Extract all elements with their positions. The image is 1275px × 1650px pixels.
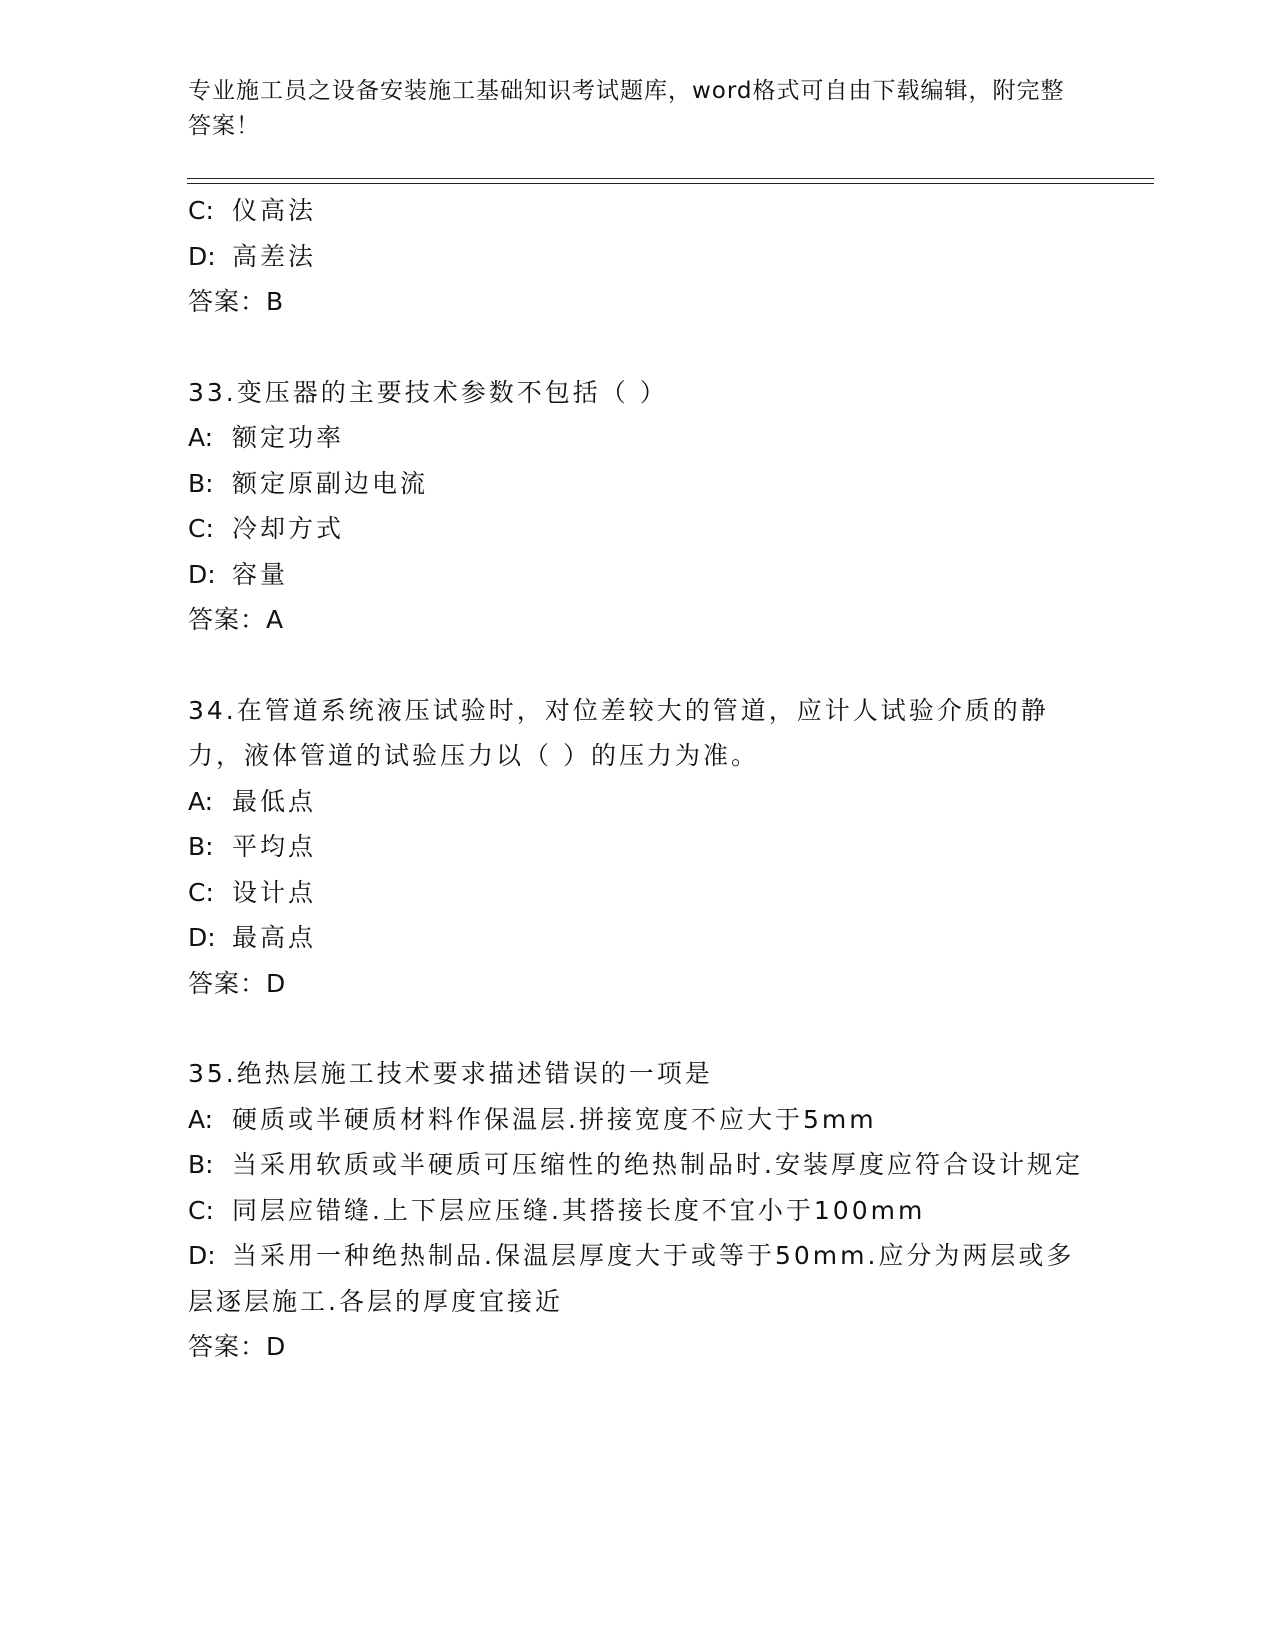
- option-c: [188, 1188, 1088, 1234]
- option-text: 设计点: [232, 877, 317, 907]
- option-a: [188, 1097, 1088, 1143]
- option-text: 硬质或半硬质材料作保温层.拼接宽度不应大于5mm: [232, 1104, 877, 1134]
- option-text: 额定原副边电流: [232, 468, 429, 498]
- option-letter: B:: [188, 1150, 214, 1179]
- question-list: [188, 188, 1088, 1370]
- header-rule-top: [187, 178, 1154, 179]
- option-text: 仪高法: [232, 196, 317, 225]
- option-letter: C:: [188, 196, 214, 225]
- option-a: [188, 779, 1088, 825]
- answer: 答案：D: [188, 968, 287, 998]
- option-letter: C:: [188, 514, 214, 543]
- question-text: 33.变压器的主要技术参数不包括（ ）: [188, 377, 668, 407]
- option-letter: A:: [188, 1104, 214, 1134]
- option-letter: C:: [188, 877, 214, 907]
- option-b: [188, 461, 1088, 507]
- option-letter: B:: [188, 468, 214, 498]
- option-letter: D:: [188, 559, 216, 589]
- question-text: 35.绝热层施工技术要求描述错误的一项是: [188, 1059, 713, 1088]
- option-letter: A:: [188, 786, 214, 816]
- option-b: [188, 824, 1088, 870]
- question-fragment: [188, 188, 1088, 325]
- header-text: 专业施工员之设备安装施工基础知识考试题库，word格式可自由下载编辑，附完整答案！: [188, 78, 1065, 139]
- question-33: [188, 370, 1088, 643]
- option-d: [188, 234, 1088, 280]
- question-34: [188, 688, 1088, 1007]
- option-letter: D:: [188, 241, 216, 271]
- option-text: 最高点: [232, 923, 317, 952]
- option-text: 额定功率: [232, 423, 345, 452]
- option-b: [188, 1142, 1088, 1188]
- option-letter: A:: [188, 423, 214, 452]
- option-text: 同层应错缝.上下层应压缝.其搭接长度不宜小于100mm: [232, 1195, 926, 1225]
- option-c: [188, 506, 1088, 552]
- option-letter: D:: [188, 1241, 216, 1270]
- option-letter: B:: [188, 832, 214, 861]
- option-text: 平均点: [232, 832, 317, 861]
- option-c: [188, 188, 1088, 234]
- page-header: [188, 74, 1068, 144]
- question-35: [188, 1051, 1088, 1370]
- option-text: 高差法: [232, 241, 317, 271]
- option-d: [188, 915, 1088, 961]
- option-text: 当采用一种绝热制品.保温层厚度大于或等于50mm.应分为两层或多层逐层施工.各层的厚度宜接近: [188, 1241, 1075, 1316]
- question-text: 34.在管道系统液压试验时，对位差较大的管道，应计人试验介质的静力，液体管道的试验压力以（ ）的压力为准。: [188, 695, 1049, 770]
- option-text: 当采用软质或半硬质可压缩性的绝热制品时.安装厚度应符合设计规定: [232, 1150, 1083, 1179]
- option-c: [188, 870, 1088, 916]
- option-a: [188, 415, 1088, 461]
- answer: 答案：B: [188, 287, 285, 316]
- header-rule-bottom: [187, 183, 1154, 184]
- option-letter: D:: [188, 923, 216, 952]
- option-letter: C:: [188, 1195, 214, 1225]
- option-text: 容量: [232, 559, 289, 589]
- option-text: 最低点: [232, 786, 317, 816]
- option-text: 冷却方式: [232, 514, 345, 543]
- option-d: [188, 1233, 1088, 1324]
- answer: 答案：D: [188, 1332, 287, 1361]
- answer: 答案：A: [188, 605, 285, 634]
- option-d: [188, 552, 1088, 598]
